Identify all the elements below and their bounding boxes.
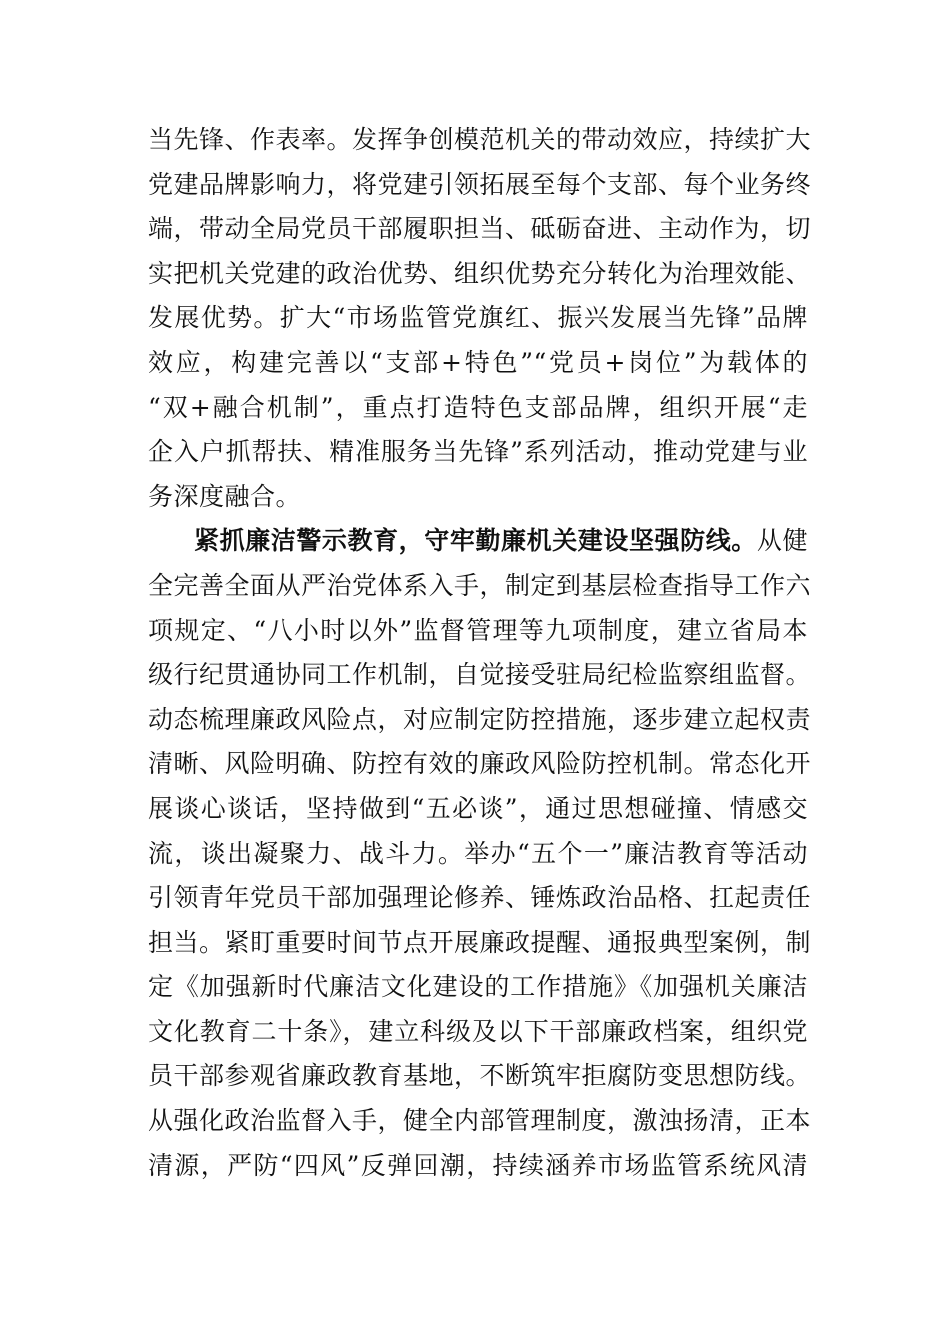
text-line: 端，带动全局党员干部履职担当、砥砺奋进、主动作为，切 bbox=[148, 214, 812, 244]
text-line: 发展优势。扩大“市场监管党旗红、振兴发展当先锋”品牌 bbox=[148, 303, 808, 333]
text-line: 当先锋、作表率。发挥争创模范机关的带动效应，持续扩大 bbox=[148, 125, 812, 154]
text-line: 从强化政治监督入手，健全内部管理制度，激浊扬清，正本 bbox=[148, 1106, 812, 1136]
section-heading: 紧抓廉洁警示教育，守牢勤廉机关建设坚强防线。 bbox=[194, 526, 757, 556]
document-body bbox=[148, 118, 812, 1188]
text-line: 全完善全面从严治党体系入手，制定到基层检查指导工作六 bbox=[148, 570, 812, 600]
text-line: 清源，严防“四风”反弹回潮，持续涵养市场监管系统风清 bbox=[148, 1150, 808, 1180]
text-line: 展谈心谈话，坚持做到“五必谈”，通过思想碰撞、情感交 bbox=[148, 793, 808, 823]
text-line: 定《加强新时代廉洁文化建设的工作措施》《加强机关廉洁 bbox=[148, 972, 808, 1002]
text-line: 企入户抓帮扶、精准服务当先锋”系列活动，推动党建与业 bbox=[148, 437, 808, 467]
text-line: 清晰、风险明确、防控有效的廉政风险防控机制。常态化开 bbox=[148, 749, 812, 779]
text-line: 流，谈出凝聚力、战斗力。举办“五个一”廉洁教育等活动 bbox=[148, 838, 808, 868]
text-line: 引领青年党员干部加强理论修养、锤炼政治品格、扛起责任 bbox=[148, 883, 812, 913]
text-line: 效应，构建完善以“支部+特色”“党员+岗位”为载体的 bbox=[148, 347, 808, 377]
text-line: 实把机关党建的政治优势、组织优势充分转化为治理效能、 bbox=[148, 258, 812, 288]
text-line: 动态梳理廉政风险点，对应制定防控措施，逐步建立起权责 bbox=[148, 704, 812, 734]
text-line: 担当。紧盯重要时间节点开展廉政提醒、通报典型案例，制 bbox=[148, 927, 812, 957]
text-line: 文化教育二十条》，建立科级及以下干部廉政档案，组织党 bbox=[148, 1016, 808, 1046]
paragraph-brand-building bbox=[148, 118, 812, 519]
heading-line-tail: 从健 bbox=[756, 526, 808, 556]
text-line: “双+融合机制”，重点打造特色支部品牌，组织开展“走 bbox=[148, 392, 808, 422]
text-line: 党建品牌影响力，将党建引领拓展至每个支部、每个业务终 bbox=[148, 169, 812, 199]
text-line bbox=[148, 519, 808, 564]
text-line: 务深度融合。 bbox=[148, 481, 302, 511]
paragraph-integrity-education bbox=[148, 519, 812, 1188]
text-line: 级行纪贯通协同工作机制，自觉接受驻局纪检监察组监督。 bbox=[148, 660, 812, 690]
text-line: 项规定、“八小时以外”监督管理等九项制度，建立省局本 bbox=[148, 615, 808, 645]
text-line: 员干部参观省廉政教育基地，不断筑牢拒腐防变思想防线。 bbox=[148, 1061, 812, 1091]
